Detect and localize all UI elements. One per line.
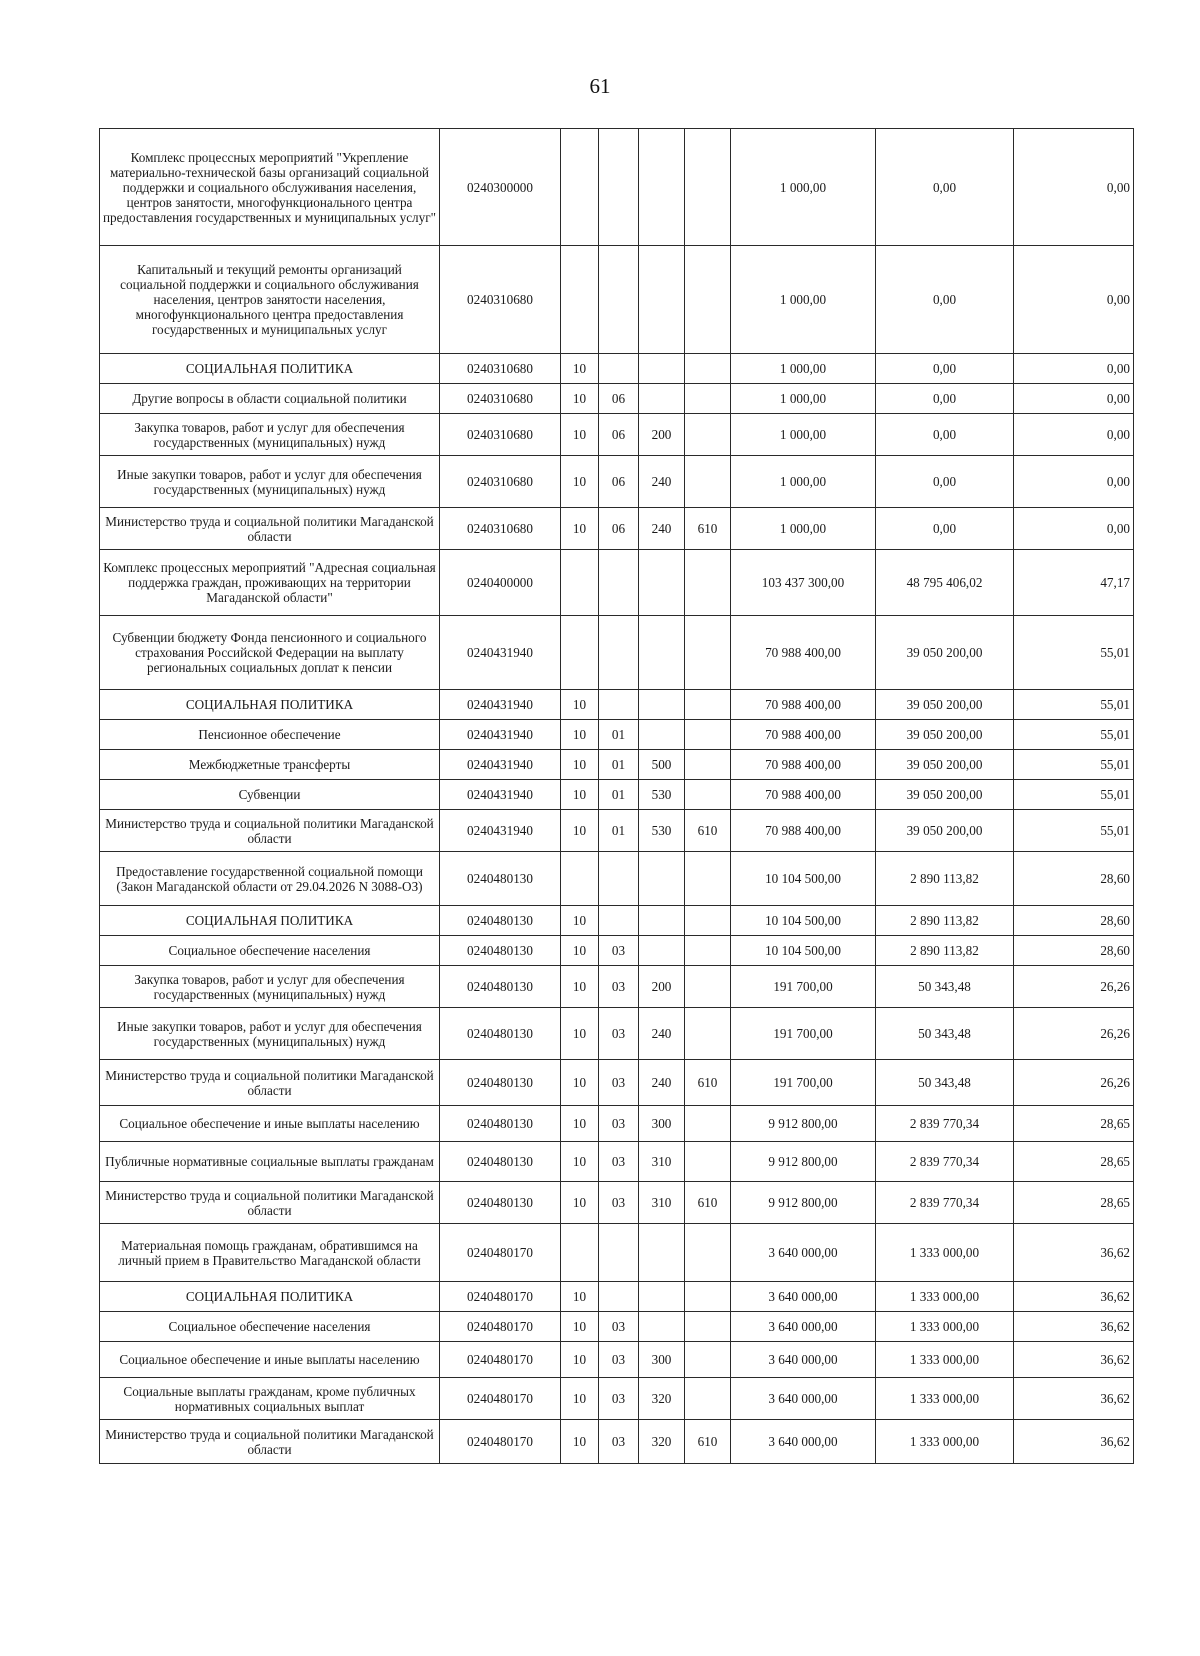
subsection-code bbox=[599, 354, 639, 384]
grbs-code bbox=[685, 1106, 731, 1142]
plan-amount: 103 437 300,00 bbox=[731, 550, 876, 616]
execution-percent: 0,00 bbox=[1014, 456, 1134, 508]
table-row bbox=[100, 508, 1134, 550]
plan-amount: 70 988 400,00 bbox=[731, 690, 876, 720]
subsection-code: 03 bbox=[599, 1142, 639, 1182]
grbs-code: 610 bbox=[685, 1182, 731, 1224]
table-row bbox=[100, 129, 1134, 246]
subsection-code: 06 bbox=[599, 508, 639, 550]
table-row bbox=[100, 936, 1134, 966]
subsection-code: 03 bbox=[599, 1378, 639, 1420]
section-code bbox=[561, 129, 599, 246]
target-article-code: 0240480130 bbox=[440, 1142, 561, 1182]
grbs-code bbox=[685, 750, 731, 780]
subsection-code: 01 bbox=[599, 810, 639, 852]
grbs-code bbox=[685, 1142, 731, 1182]
plan-amount: 3 640 000,00 bbox=[731, 1312, 876, 1342]
section-code: 10 bbox=[561, 414, 599, 456]
plan-amount: 1 000,00 bbox=[731, 129, 876, 246]
execution-percent: 0,00 bbox=[1014, 246, 1134, 354]
table-row bbox=[100, 1420, 1134, 1464]
execution-percent: 36,62 bbox=[1014, 1282, 1134, 1312]
execution-percent: 55,01 bbox=[1014, 780, 1134, 810]
execution-percent: 55,01 bbox=[1014, 616, 1134, 690]
executed-amount: 0,00 bbox=[876, 456, 1014, 508]
plan-amount: 1 000,00 bbox=[731, 384, 876, 414]
subsection-code: 03 bbox=[599, 1342, 639, 1378]
executed-amount: 39 050 200,00 bbox=[876, 810, 1014, 852]
execution-percent: 55,01 bbox=[1014, 690, 1134, 720]
plan-amount: 9 912 800,00 bbox=[731, 1182, 876, 1224]
executed-amount: 2 839 770,34 bbox=[876, 1106, 1014, 1142]
row-name: Межбюджетные трансферты bbox=[100, 750, 440, 780]
subsection-code: 06 bbox=[599, 384, 639, 414]
table-row bbox=[100, 906, 1134, 936]
subsection-code bbox=[599, 1282, 639, 1312]
expense-type-code: 530 bbox=[639, 810, 685, 852]
target-article-code: 0240431940 bbox=[440, 750, 561, 780]
subsection-code bbox=[599, 690, 639, 720]
section-code: 10 bbox=[561, 1420, 599, 1464]
row-name: Пенсионное обеспечение bbox=[100, 720, 440, 750]
executed-amount: 1 333 000,00 bbox=[876, 1342, 1014, 1378]
section-code bbox=[561, 246, 599, 354]
executed-amount: 39 050 200,00 bbox=[876, 690, 1014, 720]
budget-execution-table bbox=[99, 128, 1134, 1464]
plan-amount: 3 640 000,00 bbox=[731, 1420, 876, 1464]
subsection-code: 01 bbox=[599, 750, 639, 780]
plan-amount: 3 640 000,00 bbox=[731, 1282, 876, 1312]
plan-amount: 1 000,00 bbox=[731, 246, 876, 354]
table-row bbox=[100, 810, 1134, 852]
expense-type-code: 310 bbox=[639, 1142, 685, 1182]
target-article-code: 0240400000 bbox=[440, 550, 561, 616]
executed-amount: 1 333 000,00 bbox=[876, 1312, 1014, 1342]
executed-amount: 0,00 bbox=[876, 354, 1014, 384]
executed-amount: 50 343,48 bbox=[876, 966, 1014, 1008]
section-code: 10 bbox=[561, 936, 599, 966]
execution-percent: 36,62 bbox=[1014, 1224, 1134, 1282]
section-code: 10 bbox=[561, 1312, 599, 1342]
expense-type-code bbox=[639, 616, 685, 690]
expense-type-code: 320 bbox=[639, 1378, 685, 1420]
grbs-code bbox=[685, 690, 731, 720]
target-article-code: 0240431940 bbox=[440, 616, 561, 690]
section-code: 10 bbox=[561, 1142, 599, 1182]
plan-amount: 3 640 000,00 bbox=[731, 1342, 876, 1378]
section-code: 10 bbox=[561, 1008, 599, 1060]
expense-type-code: 200 bbox=[639, 966, 685, 1008]
target-article-code: 0240480130 bbox=[440, 1008, 561, 1060]
table-row bbox=[100, 750, 1134, 780]
expense-type-code: 300 bbox=[639, 1106, 685, 1142]
target-article-code: 0240431940 bbox=[440, 810, 561, 852]
grbs-code bbox=[685, 616, 731, 690]
plan-amount: 191 700,00 bbox=[731, 1008, 876, 1060]
grbs-code bbox=[685, 780, 731, 810]
table-row bbox=[100, 1106, 1134, 1142]
table-row bbox=[100, 1142, 1134, 1182]
subsection-code bbox=[599, 906, 639, 936]
expense-type-code bbox=[639, 1224, 685, 1282]
execution-percent: 55,01 bbox=[1014, 720, 1134, 750]
subsection-code: 03 bbox=[599, 1312, 639, 1342]
table-body bbox=[100, 129, 1134, 1464]
section-code: 10 bbox=[561, 354, 599, 384]
row-name: Социальное обеспечение и иные выплаты населению bbox=[100, 1106, 440, 1142]
execution-percent: 0,00 bbox=[1014, 414, 1134, 456]
table-row bbox=[100, 616, 1134, 690]
table-row bbox=[100, 1282, 1134, 1312]
grbs-code: 610 bbox=[685, 1420, 731, 1464]
table-row bbox=[100, 1224, 1134, 1282]
row-name: Закупка товаров, работ и услуг для обеспечения государственных (муниципальных) нужд bbox=[100, 414, 440, 456]
execution-percent: 28,65 bbox=[1014, 1142, 1134, 1182]
target-article-code: 0240480170 bbox=[440, 1342, 561, 1378]
expense-type-code bbox=[639, 852, 685, 906]
section-code: 10 bbox=[561, 966, 599, 1008]
grbs-code bbox=[685, 384, 731, 414]
plan-amount: 1 000,00 bbox=[731, 508, 876, 550]
row-name: Иные закупки товаров, работ и услуг для обеспечения государственных (муниципальных) нужд bbox=[100, 1008, 440, 1060]
subsection-code: 03 bbox=[599, 966, 639, 1008]
execution-percent: 36,62 bbox=[1014, 1420, 1134, 1464]
section-code: 10 bbox=[561, 780, 599, 810]
grbs-code bbox=[685, 354, 731, 384]
row-name: Социальные выплаты гражданам, кроме публичных нормативных социальных выплат bbox=[100, 1378, 440, 1420]
target-article-code: 0240480130 bbox=[440, 936, 561, 966]
table-row bbox=[100, 1378, 1134, 1420]
table-row bbox=[100, 1182, 1134, 1224]
grbs-code: 610 bbox=[685, 1060, 731, 1106]
section-code: 10 bbox=[561, 1282, 599, 1312]
section-code: 10 bbox=[561, 1182, 599, 1224]
execution-percent: 47,17 bbox=[1014, 550, 1134, 616]
row-name: Министерство труда и социальной политики Магаданской области bbox=[100, 508, 440, 550]
target-article-code: 0240310680 bbox=[440, 456, 561, 508]
expense-type-code: 240 bbox=[639, 1060, 685, 1106]
subsection-code: 01 bbox=[599, 780, 639, 810]
subsection-code bbox=[599, 1224, 639, 1282]
plan-amount: 9 912 800,00 bbox=[731, 1142, 876, 1182]
row-name: Публичные нормативные социальные выплаты гражданам bbox=[100, 1142, 440, 1182]
target-article-code: 0240480130 bbox=[440, 966, 561, 1008]
row-name: Министерство труда и социальной политики Магаданской области bbox=[100, 810, 440, 852]
subsection-code bbox=[599, 852, 639, 906]
grbs-code bbox=[685, 1378, 731, 1420]
row-name: Другие вопросы в области социальной политики bbox=[100, 384, 440, 414]
grbs-code bbox=[685, 246, 731, 354]
plan-amount: 9 912 800,00 bbox=[731, 1106, 876, 1142]
execution-percent: 26,26 bbox=[1014, 966, 1134, 1008]
grbs-code bbox=[685, 414, 731, 456]
executed-amount: 0,00 bbox=[876, 414, 1014, 456]
section-code bbox=[561, 616, 599, 690]
executed-amount: 0,00 bbox=[876, 508, 1014, 550]
section-code bbox=[561, 1224, 599, 1282]
section-code: 10 bbox=[561, 1060, 599, 1106]
subsection-code: 03 bbox=[599, 1060, 639, 1106]
subsection-code: 03 bbox=[599, 1106, 639, 1142]
section-code: 10 bbox=[561, 1342, 599, 1378]
subsection-code bbox=[599, 616, 639, 690]
row-name: Иные закупки товаров, работ и услуг для обеспечения государственных (муниципальных) нужд bbox=[100, 456, 440, 508]
execution-percent: 36,62 bbox=[1014, 1378, 1134, 1420]
section-code: 10 bbox=[561, 906, 599, 936]
table-row bbox=[100, 1312, 1134, 1342]
section-code: 10 bbox=[561, 810, 599, 852]
row-name: Комплекс процессных мероприятий "Укрепление материально-технической базы организаций социальной поддержки и социального обслуживания населения, центров занятости, многофункционального центра предоставления государственных и муниципальных услуг" bbox=[100, 129, 440, 246]
target-article-code: 0240431940 bbox=[440, 690, 561, 720]
plan-amount: 3 640 000,00 bbox=[731, 1224, 876, 1282]
row-name: Социальное обеспечение населения bbox=[100, 1312, 440, 1342]
execution-percent: 28,60 bbox=[1014, 852, 1134, 906]
plan-amount: 10 104 500,00 bbox=[731, 852, 876, 906]
table-row bbox=[100, 690, 1134, 720]
target-article-code: 0240480170 bbox=[440, 1224, 561, 1282]
executed-amount: 2 890 113,82 bbox=[876, 852, 1014, 906]
expense-type-code bbox=[639, 906, 685, 936]
grbs-code bbox=[685, 852, 731, 906]
plan-amount: 191 700,00 bbox=[731, 1060, 876, 1106]
row-name: Социальное обеспечение и иные выплаты населению bbox=[100, 1342, 440, 1378]
section-code: 10 bbox=[561, 508, 599, 550]
execution-percent: 55,01 bbox=[1014, 810, 1134, 852]
row-name: СОЦИАЛЬНАЯ ПОЛИТИКА bbox=[100, 690, 440, 720]
target-article-code: 0240480130 bbox=[440, 1182, 561, 1224]
section-code: 10 bbox=[561, 456, 599, 508]
subsection-code: 01 bbox=[599, 720, 639, 750]
executed-amount: 39 050 200,00 bbox=[876, 750, 1014, 780]
subsection-code: 03 bbox=[599, 1008, 639, 1060]
section-code: 10 bbox=[561, 1378, 599, 1420]
execution-percent: 36,62 bbox=[1014, 1312, 1134, 1342]
grbs-code bbox=[685, 1312, 731, 1342]
execution-percent: 26,26 bbox=[1014, 1060, 1134, 1106]
expense-type-code bbox=[639, 129, 685, 246]
grbs-code bbox=[685, 1008, 731, 1060]
row-name: Министерство труда и социальной политики Магаданской области bbox=[100, 1182, 440, 1224]
target-article-code: 0240431940 bbox=[440, 780, 561, 810]
execution-percent: 0,00 bbox=[1014, 508, 1134, 550]
row-name: Министерство труда и социальной политики Магаданской области bbox=[100, 1060, 440, 1106]
subsection-code bbox=[599, 246, 639, 354]
executed-amount: 2 839 770,34 bbox=[876, 1182, 1014, 1224]
row-name: Материальная помощь гражданам, обратившимся на личный прием в Правительство Магаданской области bbox=[100, 1224, 440, 1282]
execution-percent: 0,00 bbox=[1014, 384, 1134, 414]
expense-type-code bbox=[639, 936, 685, 966]
grbs-code bbox=[685, 129, 731, 246]
table-row bbox=[100, 1342, 1134, 1378]
section-code: 10 bbox=[561, 1106, 599, 1142]
execution-percent: 55,01 bbox=[1014, 750, 1134, 780]
plan-amount: 3 640 000,00 bbox=[731, 1378, 876, 1420]
expense-type-code bbox=[639, 550, 685, 616]
expense-type-code bbox=[639, 1312, 685, 1342]
expense-type-code: 310 bbox=[639, 1182, 685, 1224]
table-row bbox=[100, 966, 1134, 1008]
row-name: СОЦИАЛЬНАЯ ПОЛИТИКА bbox=[100, 354, 440, 384]
subsection-code: 06 bbox=[599, 456, 639, 508]
page-number: 61 bbox=[589, 74, 611, 98]
executed-amount: 1 333 000,00 bbox=[876, 1224, 1014, 1282]
target-article-code: 0240480170 bbox=[440, 1312, 561, 1342]
plan-amount: 1 000,00 bbox=[731, 414, 876, 456]
target-article-code: 0240310680 bbox=[440, 508, 561, 550]
expense-type-code: 240 bbox=[639, 1008, 685, 1060]
executed-amount: 39 050 200,00 bbox=[876, 720, 1014, 750]
grbs-code bbox=[685, 456, 731, 508]
row-name: Комплекс процессных мероприятий "Адресная социальная поддержка граждан, проживающих на территории Магаданской области" bbox=[100, 550, 440, 616]
row-name: СОЦИАЛЬНАЯ ПОЛИТИКА bbox=[100, 906, 440, 936]
plan-amount: 70 988 400,00 bbox=[731, 780, 876, 810]
executed-amount: 0,00 bbox=[876, 129, 1014, 246]
executed-amount: 0,00 bbox=[876, 384, 1014, 414]
expense-type-code: 240 bbox=[639, 508, 685, 550]
execution-percent: 36,62 bbox=[1014, 1342, 1134, 1378]
subsection-code: 03 bbox=[599, 1182, 639, 1224]
executed-amount: 50 343,48 bbox=[876, 1008, 1014, 1060]
target-article-code: 0240431940 bbox=[440, 720, 561, 750]
table-row bbox=[100, 246, 1134, 354]
target-article-code: 0240480130 bbox=[440, 852, 561, 906]
table-row bbox=[100, 780, 1134, 810]
row-name: Субвенции bbox=[100, 780, 440, 810]
expense-type-code: 500 bbox=[639, 750, 685, 780]
plan-amount: 70 988 400,00 bbox=[731, 750, 876, 780]
table-row bbox=[100, 720, 1134, 750]
target-article-code: 0240310680 bbox=[440, 246, 561, 354]
plan-amount: 70 988 400,00 bbox=[731, 810, 876, 852]
executed-amount: 0,00 bbox=[876, 246, 1014, 354]
row-name: Предоставление государственной социальной помощи (Закон Магаданской области от 29.04.2026 N 3088-ОЗ) bbox=[100, 852, 440, 906]
section-code: 10 bbox=[561, 720, 599, 750]
subsection-code bbox=[599, 129, 639, 246]
grbs-code bbox=[685, 720, 731, 750]
executed-amount: 1 333 000,00 bbox=[876, 1282, 1014, 1312]
grbs-code bbox=[685, 966, 731, 1008]
section-code: 10 bbox=[561, 750, 599, 780]
subsection-code: 06 bbox=[599, 414, 639, 456]
executed-amount: 2 839 770,34 bbox=[876, 1142, 1014, 1182]
table-row bbox=[100, 384, 1134, 414]
target-article-code: 0240480170 bbox=[440, 1420, 561, 1464]
target-article-code: 0240480170 bbox=[440, 1282, 561, 1312]
table-row bbox=[100, 1060, 1134, 1106]
target-article-code: 0240480130 bbox=[440, 1106, 561, 1142]
execution-percent: 28,60 bbox=[1014, 906, 1134, 936]
executed-amount: 48 795 406,02 bbox=[876, 550, 1014, 616]
section-code bbox=[561, 852, 599, 906]
execution-percent: 26,26 bbox=[1014, 1008, 1134, 1060]
plan-amount: 1 000,00 bbox=[731, 456, 876, 508]
execution-percent: 28,65 bbox=[1014, 1106, 1134, 1142]
expense-type-code: 300 bbox=[639, 1342, 685, 1378]
grbs-code bbox=[685, 1282, 731, 1312]
executed-amount: 1 333 000,00 bbox=[876, 1420, 1014, 1464]
table-row bbox=[100, 1008, 1134, 1060]
table-row bbox=[100, 354, 1134, 384]
executed-amount: 2 890 113,82 bbox=[876, 936, 1014, 966]
expense-type-code: 240 bbox=[639, 456, 685, 508]
expense-type-code bbox=[639, 1282, 685, 1312]
execution-percent: 28,60 bbox=[1014, 936, 1134, 966]
row-name: Социальное обеспечение населения bbox=[100, 936, 440, 966]
table-row bbox=[100, 852, 1134, 906]
target-article-code: 0240480170 bbox=[440, 1378, 561, 1420]
target-article-code: 0240310680 bbox=[440, 384, 561, 414]
executed-amount: 50 343,48 bbox=[876, 1060, 1014, 1106]
grbs-code: 610 bbox=[685, 810, 731, 852]
subsection-code: 03 bbox=[599, 936, 639, 966]
execution-percent: 0,00 bbox=[1014, 354, 1134, 384]
plan-amount: 1 000,00 bbox=[731, 354, 876, 384]
expense-type-code bbox=[639, 246, 685, 354]
target-article-code: 0240310680 bbox=[440, 354, 561, 384]
executed-amount: 1 333 000,00 bbox=[876, 1378, 1014, 1420]
plan-amount: 191 700,00 bbox=[731, 966, 876, 1008]
grbs-code bbox=[685, 936, 731, 966]
target-article-code: 0240480130 bbox=[440, 1060, 561, 1106]
grbs-code bbox=[685, 1342, 731, 1378]
table-row bbox=[100, 414, 1134, 456]
executed-amount: 39 050 200,00 bbox=[876, 616, 1014, 690]
row-name: Капитальный и текущий ремонты организаций социальной поддержки и социального обслуживания населения, центров занятости населения, многофункционального центра предоставления государственных и муниципальных услуг bbox=[100, 246, 440, 354]
target-article-code: 0240310680 bbox=[440, 414, 561, 456]
grbs-code bbox=[685, 1224, 731, 1282]
expense-type-code: 320 bbox=[639, 1420, 685, 1464]
plan-amount: 70 988 400,00 bbox=[731, 616, 876, 690]
plan-amount: 10 104 500,00 bbox=[731, 936, 876, 966]
section-code: 10 bbox=[561, 384, 599, 414]
subsection-code bbox=[599, 550, 639, 616]
table-row bbox=[100, 550, 1134, 616]
executed-amount: 2 890 113,82 bbox=[876, 906, 1014, 936]
table-row bbox=[100, 456, 1134, 508]
row-name: Субвенции бюджету Фонда пенсионного и социального страхования Российской Федерации на выплату региональных социальных доплат к пенсии bbox=[100, 616, 440, 690]
row-name: СОЦИАЛЬНАЯ ПОЛИТИКА bbox=[100, 1282, 440, 1312]
expense-type-code bbox=[639, 720, 685, 750]
grbs-code bbox=[685, 906, 731, 936]
plan-amount: 10 104 500,00 bbox=[731, 906, 876, 936]
execution-percent: 28,65 bbox=[1014, 1182, 1134, 1224]
execution-percent: 0,00 bbox=[1014, 129, 1134, 246]
target-article-code: 0240480130 bbox=[440, 906, 561, 936]
expense-type-code bbox=[639, 384, 685, 414]
row-name: Закупка товаров, работ и услуг для обеспечения государственных (муниципальных) нужд bbox=[100, 966, 440, 1008]
subsection-code: 03 bbox=[599, 1420, 639, 1464]
target-article-code: 0240300000 bbox=[440, 129, 561, 246]
section-code: 10 bbox=[561, 690, 599, 720]
expense-type-code bbox=[639, 354, 685, 384]
expense-type-code: 200 bbox=[639, 414, 685, 456]
expense-type-code bbox=[639, 690, 685, 720]
section-code bbox=[561, 550, 599, 616]
grbs-code: 610 bbox=[685, 508, 731, 550]
grbs-code bbox=[685, 550, 731, 616]
row-name: Министерство труда и социальной политики Магаданской области bbox=[100, 1420, 440, 1464]
plan-amount: 70 988 400,00 bbox=[731, 720, 876, 750]
executed-amount: 39 050 200,00 bbox=[876, 780, 1014, 810]
expense-type-code: 530 bbox=[639, 780, 685, 810]
